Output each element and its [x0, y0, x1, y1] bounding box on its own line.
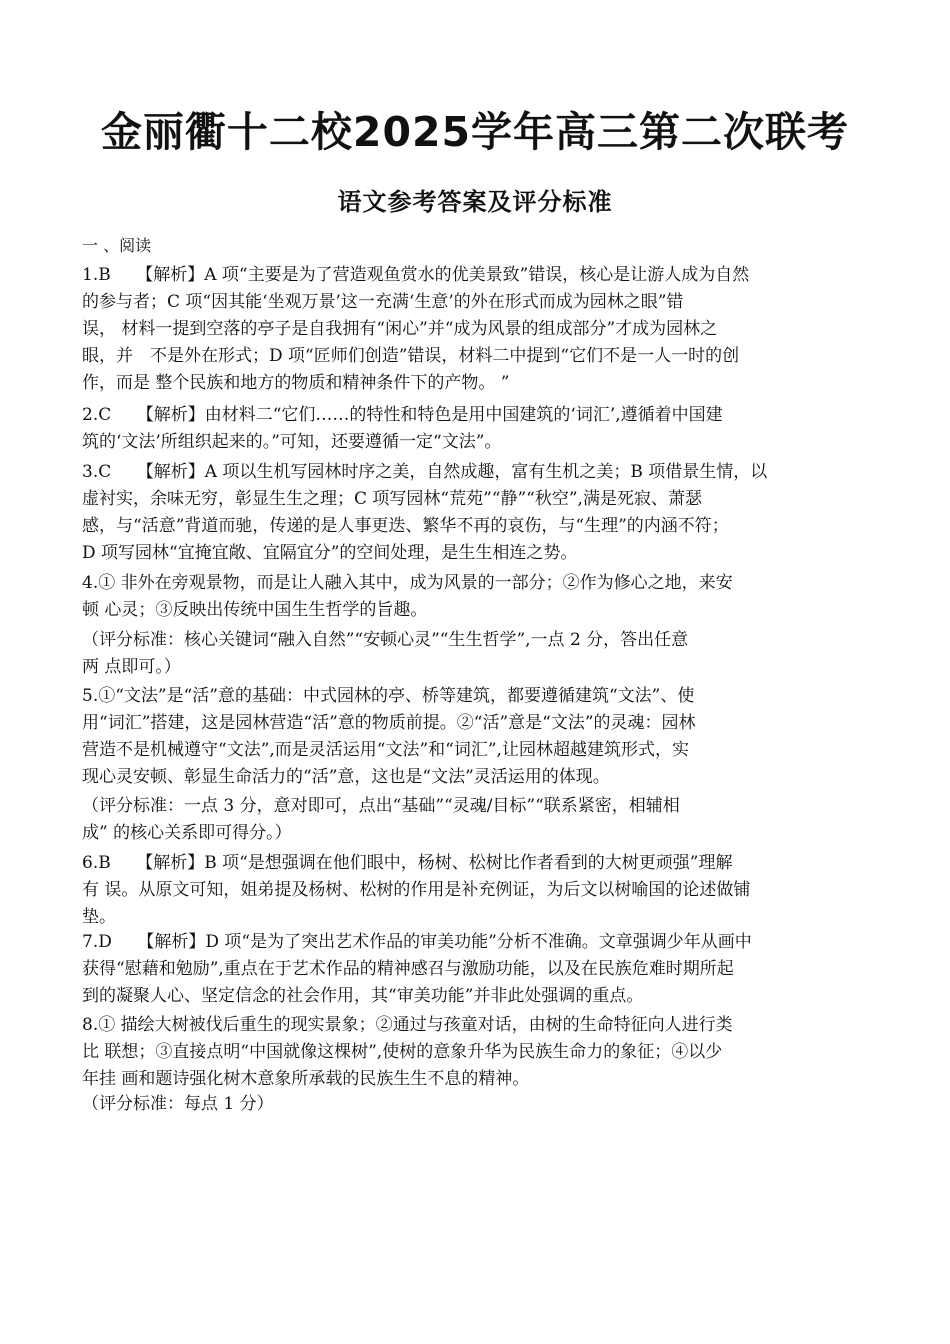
answer-6: [82, 850, 854, 931]
answer-1: [82, 262, 854, 397]
text-line: （评分标准：每点 1 分）: [82, 1094, 274, 1114]
text-line: 现心灵安顿、彰显生命活力的“活”意，这也是“文法”灵活运用的体现。: [82, 767, 610, 787]
answer-8: [82, 1012, 854, 1093]
text-line: 5.①“文法”是“活”意的基础：中式园林的亭、桥等建筑，都要遵循建筑“文法”、使: [82, 686, 695, 706]
text-line: 到的凝聚人心、坚定信念的社会作用，其“审美功能”并非此处强调的重点。: [82, 986, 644, 1006]
answer-4: [82, 570, 854, 624]
scoring-note-8: [82, 1091, 854, 1118]
text-line: 比 联想；③直接点明“中国就像这棵树”,使树的意象升华为民族生命力的象征；④以少: [82, 1042, 723, 1062]
text-line: 3.C 【解析】A 项以生机写园林时序之美，自然成趣，富有生机之美；B 项借景生情，以: [82, 462, 768, 482]
text-line: 1.B 【解析】A 项“主要是为了营造观鱼赏水的优美景致”错误，核心是让游人成为自然: [82, 265, 750, 285]
text-line: 顿 心灵；③反映出传统中国生生哲学的旨趣。: [82, 600, 428, 620]
text-line: 两 点即可。）: [82, 657, 181, 677]
text-line: 的参与者；C 项“因其能‘坐观万景’这一充满‘生意’的外在形式而成为园林之眼”错: [82, 292, 684, 312]
text-line: D 项写园林“宜掩宜敞、宜隔宜分”的空间处理，是生生相连之势。: [82, 543, 578, 563]
text-line: 虚衬实，余味无穷，彰显生生之理；C 项写园林“荒苑”“静”“秋空”,满是死寂、萧瑟: [82, 489, 702, 509]
text-line: 年挂 画和题诗强化树木意象所承载的民族生生不息的精神。: [82, 1069, 530, 1089]
text-line: 感，与“活意”背道而驰，传递的是人事更迭、繁华不再的哀伤，与“生理”的内涵不符；: [82, 516, 729, 536]
page-subtitle: 语文参考答案及评分标准: [337, 188, 613, 216]
text-line: （评分标准：核心关键词“融入自然”“安顿心灵”“生生哲学”,一点 2 分，答出任意: [82, 630, 689, 650]
page-title: 金丽衢十二校2025学年高三第二次联考: [100, 108, 850, 156]
text-line: 成” 的核心关系即可得分。）: [82, 823, 292, 843]
section-heading: 一 、阅读: [82, 236, 152, 255]
text-line: 筑的‘文法’所组织起来的。”可知，还要遵循一定“文法”。: [82, 432, 502, 452]
text-line: 垫。: [82, 907, 116, 927]
text-line: 8.① 描绘大树被伐后重生的现实景象；②通过与孩童对话，由树的生命特征向人进行类: [82, 1015, 733, 1035]
text-line: 作，而是 整个民族和地方的物质和精神条件下的产物。 ”: [82, 373, 510, 393]
answer-2: [82, 402, 854, 456]
text-line: 4.① 非外在旁观景物，而是让人融入其中，成为风景的一部分；②作为修心之地，来安: [82, 573, 733, 593]
text-line: 营造不是机械遵守“文法”,而是灵活运用“文法”和“词汇”,让园林超越建筑形式，实: [82, 740, 689, 760]
text-line: 2.C 【解析】由材料二“它们……的特性和特色是用中国建筑的‘词汇’,遵循着中国建: [82, 405, 723, 425]
answer-3: [82, 459, 854, 567]
text-line: 误， 材料一提到空落的亭子是自我拥有“闲心”并“成为风景的组成部分”才成为园林之: [82, 319, 718, 339]
text-line: 7.D 【解析】D 项“是为了突出艺术作品的审美功能”分析不准确。文章强调少年从画中: [82, 932, 752, 952]
answer-7: [82, 929, 854, 1010]
text-line: 获得“慰藉和勉励”,重点在于艺术作品的精神感召与激励功能，以及在民族危难时期所起: [82, 959, 734, 979]
text-line: （评分标准：一点 3 分，意对即可，点出“基础”“灵魂/目标”“联系紧密，相辅相: [82, 796, 680, 816]
scoring-note-5: [82, 793, 854, 847]
scoring-note-4: [82, 627, 854, 681]
answer-5: [82, 683, 854, 791]
text-line: 眼，并 不是外在形式；D 项“匠师们创造”错误，材料二中提到“它们不是一人一时的创: [82, 346, 740, 366]
text-line: 用“词汇”搭建，这是园林营造“活”意的物质前提。②“活”意是“文法”的灵魂：园林: [82, 713, 696, 733]
text-line: 有 误。从原文可知，姐弟提及杨树、松树的作用是补充例证，为后文以树喻国的论述做铺: [82, 880, 751, 900]
text-line: 6.B 【解析】B 项“是想强调在他们眼中，杨树、松树比作者看到的大树更顽强”理解: [82, 853, 733, 873]
